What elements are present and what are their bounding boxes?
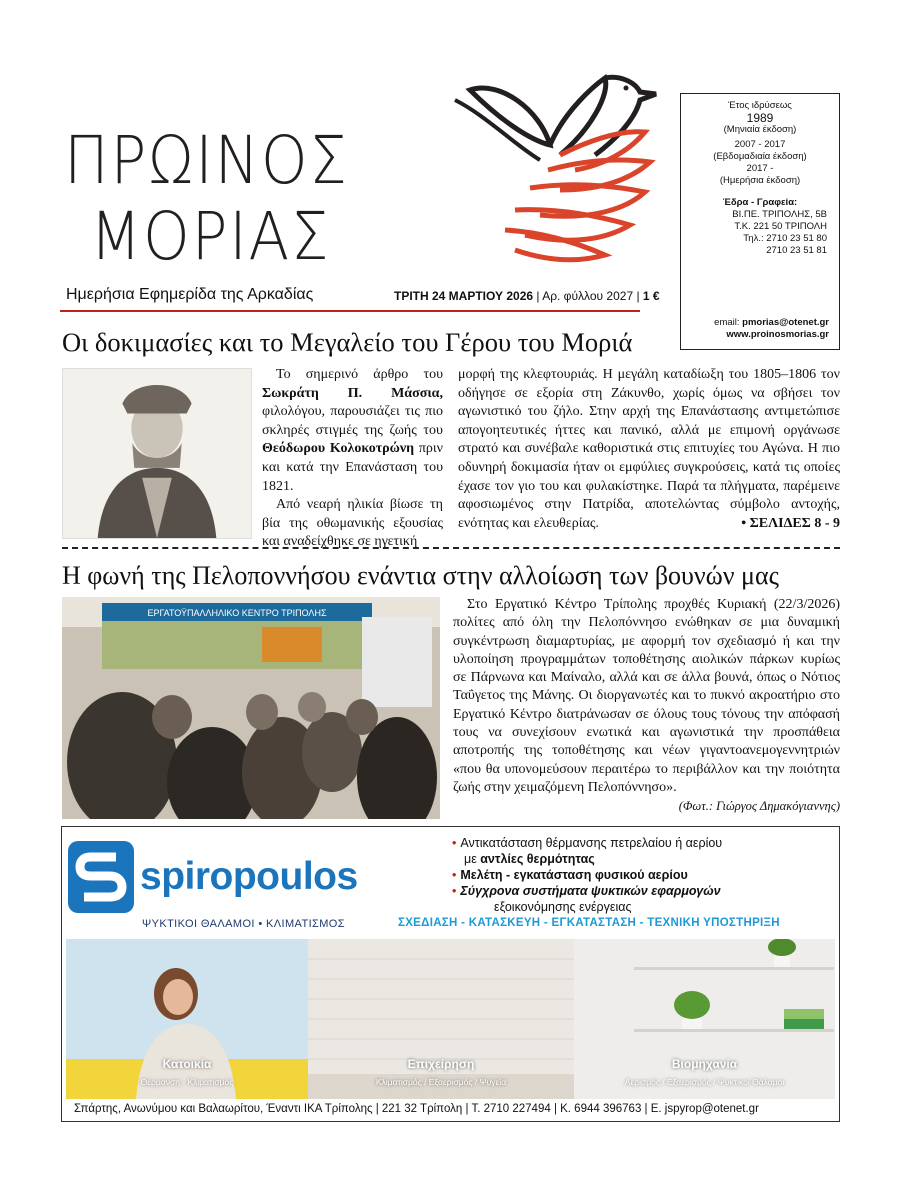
ad-contact-footer: Σπάρτης, Ανωνύμου και Βαλαωρίτου, Έναντι ΙΚΑ Τρίπολης | 221 32 Τρίπολη | Τ. 2710 227494 | Κ. 6944 396763 | Ε. jspyrop@otenet.gr — [74, 1103, 759, 1115]
ad-services: ΣΧΕΔΙΑΣΗ - ΚΑΤΑΣΚΕΥΗ - ΕΓΚΑΤΑΣΤΑΣΗ - ΤΕΧΝΙΚΗ ΥΠΟΣΤΗΡΙΞΗ — [398, 917, 780, 929]
bullet-icon: • — [452, 836, 457, 850]
panel-home-subtitle: Θέρμανση - Κλιματισμός — [140, 1077, 234, 1087]
publisher-infobox — [680, 93, 840, 350]
phone-line2: 2710 23 51 81 — [766, 245, 827, 256]
ad-panel-business — [308, 939, 574, 1099]
spiropoulos-ad[interactable] — [61, 826, 840, 1122]
ad-bullets: • Αντικατάσταση θέρμανσης πετρελαίου ή αερίου με αντλίες θερμότητας • Μελέτη - εγκατάσταση φυσικού αερίου • Σύγχρονα συστήματα ψυκτικών εφαρμογών εξοικονόμησης ενέργειας — [452, 836, 723, 914]
weekly-label: (Εβδομαδιαία έκδοση) — [713, 151, 807, 162]
issue-number: Αρ. φύλλου 2027 — [542, 289, 634, 303]
website-link[interactable]: www.proinosmorias.gr — [726, 329, 829, 340]
panel-industry-title: Βιομηχανία — [671, 1057, 738, 1071]
photo-credit: (Φωτ.: Γιώργος Δημακόγιαννης) — [678, 799, 840, 814]
article2-text: Στο Εργατικό Κέντρο Τρίπολης προχθές Κυριακή (22/3/2026) πολίτες από όλη την Πελοπόννησο ενώθηκαν σε μια δυναμική συγκέντρωση διαμαρτυρίας, με αφορμή τον σχεδιασμό ή και την υλοποίηση προγραμμάτων τοποθέτησης αιολικών πάρκων κυρίως σε Πάρνωνα και Μαίναλο, αλλά και σε άλλα βουνά, όπως ο Νότιος Ταΰγετος της Μάνης. Οι διοργανωτές και το πυκνό ακροατήριο στο Εργατικό Κέντρο διατράνωσαν σε όλους τους τόνους την απόφασή τους να συνεχίσουν ενωτικά και αγωνιστικά την προσπάθεια αποτροπής της τοποθέτησης και νέων γιγαντοανεμογεννητριών «που θα υπονομεύσουν περαιτέρω το περιβάλλον και την ποιότητα ζωής στην χειμαζόμενη Πελοπόννησο». — [453, 597, 840, 795]
phone-line1: Τηλ.: 2710 23 51 80 — [743, 233, 827, 244]
spiropoulos-logo-icon — [68, 841, 134, 913]
founded-year: 1989 — [746, 111, 774, 125]
article2-headline[interactable]: Η φωνή της Πελοποννήσου ενάντια στην αλλοίωση των βουνών μας — [62, 561, 779, 590]
masthead-rule — [60, 310, 640, 312]
bullet-icon: • — [452, 884, 457, 898]
daily-period: 2017 - — [746, 163, 774, 174]
ad-brand-name: spiropoulos — [140, 855, 358, 898]
issue-info: ΤΡΙΤΗ 24 ΜΑΡΤΙΟΥ 2026 | Αρ. φύλλου 2027 | 1 € — [394, 289, 660, 303]
bullet-icon: • — [452, 868, 457, 882]
email-link[interactable]: pmorias@otenet.gr — [742, 317, 829, 328]
subject-name: Θεόδωρου Κολοκοτρώνη — [262, 441, 415, 457]
ad-panel-industry — [574, 939, 835, 1099]
daily-label: (Ημερήσια έκδοση) — [719, 175, 801, 186]
founded-label: Έτος ιδρύσεως — [728, 100, 792, 111]
issue-date: ΤΡΙΤΗ 24 ΜΑΡΤΙΟΥ 2026 — [394, 289, 534, 303]
address-line2: Τ.Κ. 221 50 ΤΡΙΠΟΛΗ — [734, 221, 827, 232]
kolokotronis-portrait — [62, 368, 252, 539]
article1-column1: Το σημερινό άρθρο του Σωκράτη Π. Μάσσια, φιλολόγου, παρουσιάζει τις πιο σκληρές στιγμές της ζωής του Θεόδωρου Κολοκοτρώνη πριν και κατά την Επανάσταση του 1821. Από νεαρή ηλικία βίωσε τη βία της οθωμανικής εξουσίας και αναδείχθηκε σε ηγετική — [262, 366, 443, 552]
article2-body — [453, 596, 840, 816]
address-line1: ΒΙ.ΠΕ. ΤΡΙΠΟΛΗΣ, 5Β — [732, 209, 827, 220]
section-divider — [62, 547, 840, 549]
ad-panel-home — [66, 939, 308, 1099]
author-name: Σωκράτη Π. Μάσσια, — [262, 385, 443, 401]
dove-logo-icon — [430, 70, 670, 270]
issue-price: 1 € — [642, 289, 660, 303]
monthly-label: (Μηνιαία έκδοση) — [723, 124, 797, 135]
ad-subtitle: ΨΥΚΤΙΚΟΙ ΘΑΛΑΜΟΙ • ΚΛΙΜΑΤΙΣΜΟΣ — [142, 918, 345, 930]
article1-headline[interactable]: Οι δοκιμασίες και το Μεγαλείο του Γέρου του Μοριά — [62, 327, 633, 357]
weekly-period: 2007 - 2017 — [734, 139, 786, 150]
photo-banner-text: ΕΡΓΑΤΟΫΠΑΛΛΗΛΙΚΟ ΚΕΝΤΡΟ ΤΡΙΠΟΛΗΣ — [147, 608, 327, 618]
article1-col1-para2: Από νεαρή ηλικία βίωσε τη βία της οθωμανικής εξουσίας και αναδείχθηκε σε ηγετική — [262, 497, 443, 550]
panel-business-subtitle: Κλιματισμός / Εξαερισμός / Ψυγεία — [375, 1077, 507, 1087]
panel-home-title: Κατοικία — [162, 1057, 212, 1071]
meeting-photo — [62, 597, 440, 819]
panel-industry-subtitle: Αερισμός / Εξαερισμός / Ψυκτικοί Θάλαμοι — [624, 1077, 785, 1087]
article1-col2-text: μορφή της κλεφτουριάς. Η μεγάλη καταδίωξη του 1805–1806 τον οδήγησε σε εξορία στη Ζάκυνθο, χωρίς όμως να σβήσει τον αγωνιστικό του ζήλο. Στην αρχή της Επανάστασης αντιμετώπισε απογοητευτικές ήττες και πανικό, αλλά με επιμονή οργάνωσε στρατό και συνέβαλε καθοριστικά στις επιτυχίες του Αγώνα. Η πιο οδυνηρή δοκιμασία ήταν οι εμφύλιες συγκρούσεις, κατά τις οποίες έχασε τον γιο του και φυλακίστηκε. Παρά τα πλήγματα, παρέμεινε αφοσιωμένος στην Πατρίδα, αποτελώντας σύμβολο αντοχής, ενότητας και ελευθερίας. — [458, 367, 840, 531]
tagline: Ημερήσια Εφημερίδα της Αρκαδίας — [66, 286, 314, 303]
masthead-title-line2: ΜΟΡΙΑΣ — [90, 198, 331, 275]
meeting-photo-image — [62, 597, 440, 819]
article1-column2 — [458, 366, 840, 534]
masthead — [60, 60, 840, 340]
email-label: email: — [714, 317, 740, 328]
office-label: Έδρα - Γραφεία: — [722, 197, 798, 208]
masthead-title-line1: ΠΡΩΙΝΟΣ — [64, 122, 349, 199]
panel-business-title: Επιχείρηση — [407, 1057, 475, 1071]
article1-pages-link[interactable]: • ΣΕΛΙΔΕΣ 8 - 9 — [741, 516, 840, 532]
